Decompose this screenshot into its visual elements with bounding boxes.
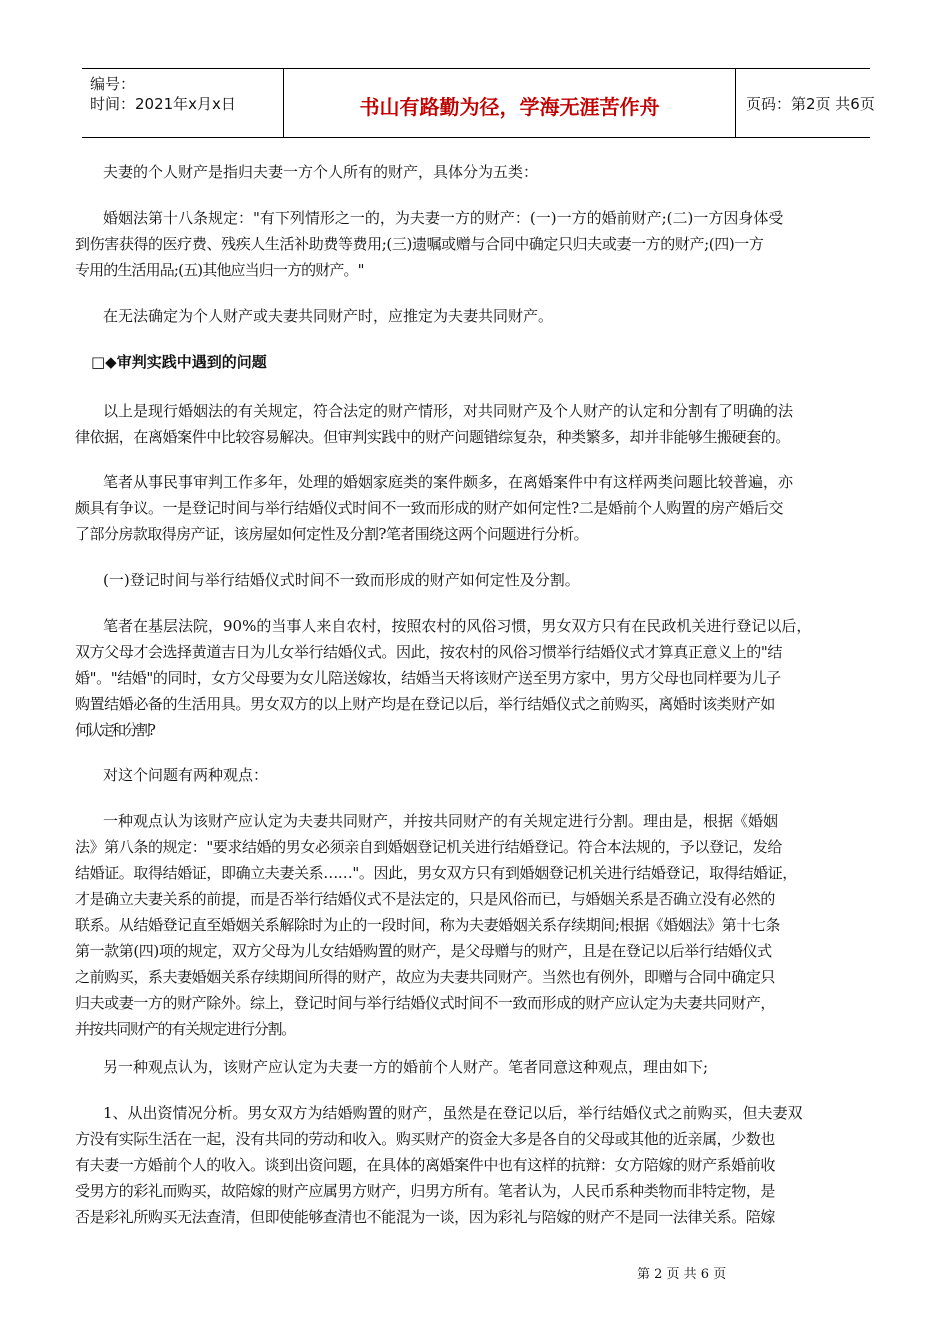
text-line: 专用的生活用品;(五)其他应当归一方的财产。"	[75, 261, 364, 279]
paragraph	[75, 1100, 885, 1230]
text-line: 婚姻法第十八条规定："有下列情形之一的，为夫妻一方的财产：(一)一方的婚前财产;(二)一方因身体受	[103, 209, 784, 227]
header-info-cell	[82, 69, 283, 137]
text-line: 婚"。"结婚"的同时，女方父母要为女儿陪送嫁妆，结婚当天将该财产送至男方家中，男方父母也同样要为儿子	[75, 669, 781, 687]
page-footer: 第 2 页 共 6 页	[637, 1267, 727, 1282]
text-line: 1、从出资情况分析。男女双方为结婚购置的财产，虽然是在登记以后，举行结婚仪式之前购买，但夫妻双	[103, 1104, 803, 1122]
text-line: 购置结婚必备的生活用具。男女双方的以上财产均是在登记以后，举行结婚仪式之前购买，离婚时该类财产如	[75, 695, 776, 713]
text-line: 笔者从事民事审判工作多年，处理的婚姻家庭类的案件颇多，在离婚案件中有这样两类问题比较普遍，亦	[103, 473, 794, 491]
paragraph	[75, 159, 885, 185]
text-line: 否是彩礼所购买无法查清，但即使能够查清也不能混为一谈，因为彩礼与陪嫁的财产不是同一法律关系。陪嫁	[75, 1208, 776, 1226]
paragraph	[75, 613, 885, 743]
paragraph	[75, 205, 885, 283]
number-label: 编号：	[90, 75, 136, 93]
text-line: 何认定和分割?	[75, 721, 154, 739]
text-line: 第一款第(四)项的规定，双方父母为儿女结婚购置的财产，是父母赠与的财产，且是在登记以后举行结婚仪式	[75, 942, 772, 960]
text-line: 夫妻的个人财产是指归夫妻一方个人所有的财产，具体分为五类：	[103, 163, 539, 181]
text-line: 才是确立夫妻关系的前提，而是否举行结婚仪式不是法定的，只是风俗而已，与婚姻关系是否确立没有必然的	[75, 890, 776, 908]
paragraph	[75, 1054, 885, 1080]
header-page-cell	[736, 69, 875, 137]
text-line: 一种观点认为该财产应认定为夫妻共同财产，并按共同财产的有关规定进行分割。理由是，根据《婚姻	[103, 812, 779, 830]
paragraph	[75, 398, 885, 450]
text-line: 之前购买，系夫妻婚姻关系存续期间所得的财产，故应为夫妻共同财产。当然也有例外，即赠与合同中确定只	[75, 968, 776, 986]
text-line: 有夫妻一方婚前个人的收入。谈到出资问题，在具体的离婚案件中也有这样的抗辩：女方陪嫁的财产系婚前收	[75, 1156, 776, 1174]
motto: 书山有路勤为径，学海无涯苦作舟	[359, 95, 660, 119]
page-label: 页码：第2页 共6页	[746, 95, 875, 113]
text-line: 对这个问题有两种观点：	[103, 766, 269, 784]
section-heading	[91, 349, 873, 375]
paragraph	[75, 762, 885, 788]
paragraph	[75, 567, 885, 593]
text-line: 归夫或妻一方的财产除外。综上，登记时间与举行结婚仪式时间不一致而形成的财产应认定为夫妻共同财产，	[75, 994, 776, 1012]
text-line: 结婚证。取得结婚证，即确立夫妻关系……"。因此，男女双方只有到婚姻登记机关进行结婚登记，取得结婚证，	[75, 864, 797, 882]
date-label: 时间：2021年x月x日	[90, 95, 236, 113]
text-line: 颇具有争议。一是登记时间与举行结婚仪式时间不一致而形成的财产如何定性?二是婚前个人购置的房产婚后交	[75, 499, 784, 517]
page-header	[82, 68, 875, 138]
text-line: 法》第八条的规定："要求结婚的男女必须亲自到婚姻登记机关进行结婚登记。符合本法规的，予以登记，发给	[75, 838, 782, 856]
paragraph	[75, 303, 885, 329]
heading-text: □◆审判实践中遇到的问题	[91, 353, 267, 371]
text-line: 方没有实际生活在一起，没有共同的劳动和收入。购买财产的资金大多是各自的父母或其他的近亲属，少数也	[75, 1130, 776, 1148]
text-line: 受男方的彩礼而购买，故陪嫁的财产应属男方财产，归男方所有。笔者认为，人民币系种类物而非特定物，是	[75, 1182, 776, 1200]
text-line: 以上是现行婚姻法的有关规定，符合法定的财产情形，对共同财产及个人财产的认定和分割有了明确的法	[103, 402, 794, 420]
text-line: 双方父母才会选择黄道吉日为儿女举行结婚仪式。因此，按农村的风俗习惯举行结婚仪式才算真正意义上的"结	[75, 643, 782, 661]
text-line: 律依据，在离婚案件中比较容易解决。但审判实践中的财产问题错综复杂，种类繁多，却并非能够生搬硬套的。	[75, 428, 791, 446]
text-line: 了部分房款取得房产证，该房屋如何定性及分割?笔者围绕这两个问题进行分析。	[75, 525, 589, 543]
header-motto-cell	[283, 69, 736, 137]
text-line: (一)登记时间与举行结婚仪式时间不一致而形成的财产如何定性及分割。	[103, 571, 580, 589]
paragraph	[75, 469, 885, 547]
text-line: 并按共同财产的有关规定进行分割。	[75, 1020, 296, 1038]
text-line: 另一种观点认为，该财产应认定为夫妻一方的婚前个人财产。笔者同意这种观点，理由如下;	[103, 1058, 709, 1076]
text-line: 在无法确定为个人财产或夫妻共同财产时，应推定为夫妻共同财产。	[103, 307, 554, 325]
paragraph	[75, 808, 885, 1042]
text-line: 到伤害获得的医疗费、残疾人生活补助费等费用;(三)遗嘱或赠与合同中确定只归夫或妻一方的财产;(四)一方	[75, 235, 764, 253]
text-line: 笔者在基层法院，90%的当事人来自农村，按照农村的风俗习惯，男女双方只有在民政机关进行登记以后，	[103, 617, 812, 635]
text-line: 联系。从结婚登记直至婚姻关系解除时为止的一段时间，称为夫妻婚姻关系存续期间;根据《婚姻法》第十七条	[75, 916, 781, 934]
